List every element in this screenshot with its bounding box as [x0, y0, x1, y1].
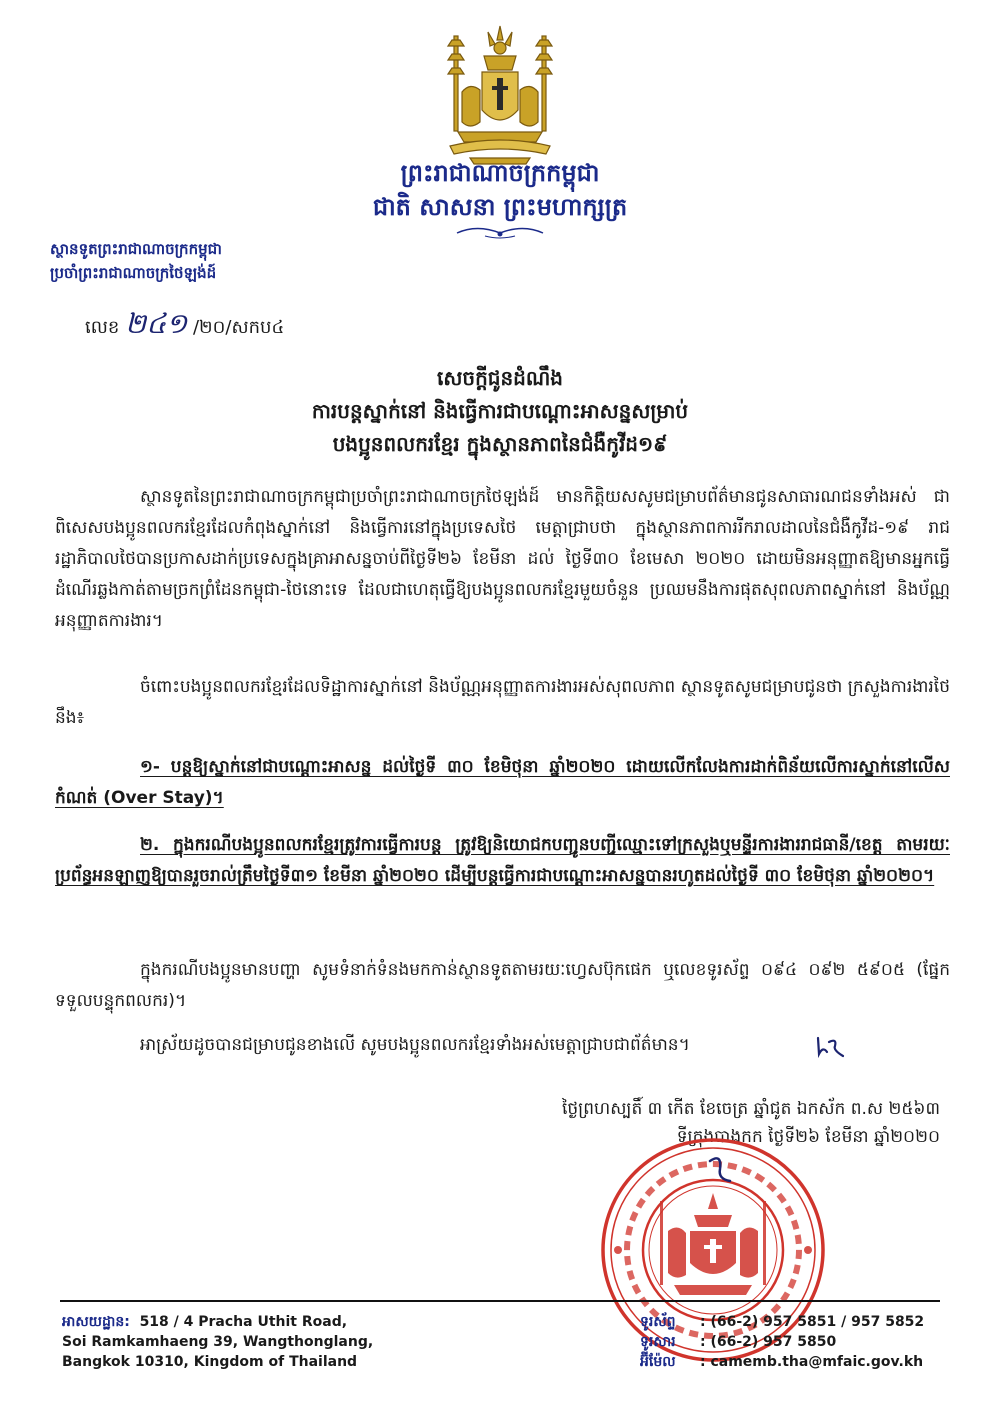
footer-contact: [640, 1312, 960, 1372]
body-paragraph-4: អាស្រ័យដូចបានជម្រាបជូនខាងលើ សូមបងប្អូនពលករខ្មែរទាំងអស់មេត្តាជ្រាបជាព័ត៌មាន។: [140, 1035, 690, 1055]
phone-number: : (66-2) 957 5851 / 957 5852: [700, 1314, 925, 1330]
address-line-1: 518 / 4 Pracha Uthit Road,: [139, 1314, 348, 1330]
reference-handwritten-number: ២៤១: [125, 307, 188, 340]
phone-label: ទូរស័ព្ទ: [640, 1314, 676, 1330]
list-item-2: ២. ក្នុងករណីបងប្អូនពលករខ្មែរត្រូវការធ្វើការបន្ត ត្រូវឱ្យនិយោជកបញ្ជូនបញ្ជីឈ្មោះទៅក្រសួងឬមន្ទីរការងាររាជធានី/ខេត្ត តាមរយៈប្រព័ន្ធអនឡាញឱ្យបានរួចរាល់ត្រឹមថ្ងៃទី៣១ ខែមីនា ឆ្នាំ២០២០ ដើម្បីបន្តធ្វើការជាបណ្តោះអាសន្នបានរហូតដល់ថ្ងៃទី ៣០ ខែមិថុនា ឆ្នាំ២០២០។: [55, 835, 950, 886]
signature-mark-icon: [815, 1034, 847, 1060]
address-line-2: Soi Ramkamhaeng 39, Wangthonglang,: [62, 1334, 374, 1350]
royal-emblem-icon: [440, 22, 560, 167]
body-paragraph-2: ចំពោះបងប្អូនពលករខ្មែរដែលទិដ្ឋាការស្នាក់នៅ និងប័ណ្ណអនុញ្ញាតការងារអស់សុពលភាព ស្ថានទូតសូមជម្រាបជូនថា ក្រសួងការងារថៃនឹង៖: [55, 677, 950, 728]
list-item-1: ១- បន្តឱ្យស្នាក់នៅជាបណ្តោះអាសន្ន ដល់ថ្ងៃទី ៣០ ខែមិថុនា ឆ្នាំ២០២០ ដោយលើកលែងការដាក់ពិន័យលើការស្នាក់នៅលើសកំណត់ (Over Stay)។: [55, 757, 950, 808]
embassy-name-line1: ស្ថានទូតព្រះរាជាណាចក្រកម្ពុជា: [50, 240, 222, 258]
national-motto: ជាតិ សាសនា ព្រះមហាក្សត្រ: [372, 193, 628, 221]
reference-prefix: លេខ: [85, 317, 120, 338]
kingdom-title: ព្រះរាជាណាចក្រកម្ពុជា: [400, 159, 600, 187]
body-paragraph-3: ក្នុងករណីបងប្អូនមានបញ្ហា សូមទំនាក់ទំនងមកកាន់ស្ថានទូតតាមរយៈហ្វេសប៊ុកផេក ឬលេខទូរស័ព្ទ ០៩៤ ០៩២ ៥៩០៥ (ផ្នែកទទួលបន្ទុកពលករ)។: [55, 960, 950, 1011]
lunar-date: ថ្ងៃព្រហស្បតិ៍ ៣ កើត ខែចេត្រ ឆ្នាំជូត ឯកស័ក ព.ស ២៥៦៣: [561, 1099, 940, 1119]
embassy-name-line2: ប្រចាំព្រះរាជាណាចក្រថៃឡង់ដ៍: [50, 264, 217, 282]
footer-address: [62, 1312, 482, 1372]
address-line-3: Bangkok 10310, Kingdom of Thailand: [62, 1354, 358, 1370]
email-label: អ៊ីម៉ែល: [640, 1354, 676, 1370]
subject-line-3: បងប្អូនពលករខ្មែរ ក្នុងស្ថានភាពនៃជំងឺកូវីដ១៩: [332, 432, 668, 456]
body-paragraph-1: ស្ថានទូតនៃព្រះរាជាណាចក្រកម្ពុជាប្រចាំព្រះរាជាណាចក្រថៃឡង់ដ៍ មានកិត្តិយសសូមជម្រាបព័ត៌មានជូនសាធារណជនទាំងអស់ ជាពិសេសបងប្អូនពលករខ្មែរដែលកំពុងស្នាក់នៅ និងធ្វើការនៅក្នុងប្រទេសថៃ មេត្តាជ្រាបថា ក្នុងស្ថានភាពការរីករាលដាលនៃជំងឺកូវីដ-១៩ រាជរដ្ឋាភិបាលថៃបានប្រកាសដាក់ប្រទេសក្នុងគ្រាអាសន្នចាប់ពីថ្ងៃទី២៦ ខែមីនា ដល់ ថ្ងៃទី៣០ ខែមេសា ២០២០ ដោយមិនអនុញ្ញាតឱ្យមានអ្នកធ្វើដំណើរឆ្លងកាត់តាមច្រកព្រំដែនកម្ពុជា-ថៃនោះទេ ដែលជាហេតុធ្វើឱ្យបងប្អូនពលករខ្មែរមួយចំនួន ប្រឈមនឹងការផុតសុពលភាពស្នាក់នៅ និងប័ណ្ណអនុញ្ញាតការងារ។: [55, 487, 950, 631]
fax-label: ទូរសារ: [640, 1334, 676, 1350]
footer-divider: [60, 1300, 940, 1302]
ornament-divider-icon: [455, 226, 545, 240]
email-address: : camemb.tha@mfaic.gov.kh: [700, 1354, 924, 1370]
address-label: អាសយដ្ឋាន:: [62, 1314, 130, 1330]
reference-suffix: /២០/សកប៤: [192, 317, 285, 338]
fax-number: : (66-2) 957 5850: [700, 1334, 837, 1350]
subject-line-2: ការបន្តស្នាក់នៅ និងធ្វើការជាបណ្តោះអាសន្នសម្រាប់: [311, 399, 689, 423]
solar-date: ទីក្រុងបាងកក ថ្ងៃទី២៦ ខែមីនា ឆ្នាំ២០២០: [676, 1127, 940, 1147]
notice-title: សេចក្តីជូនដំណឹង: [437, 366, 563, 390]
reference-number: [85, 306, 284, 347]
